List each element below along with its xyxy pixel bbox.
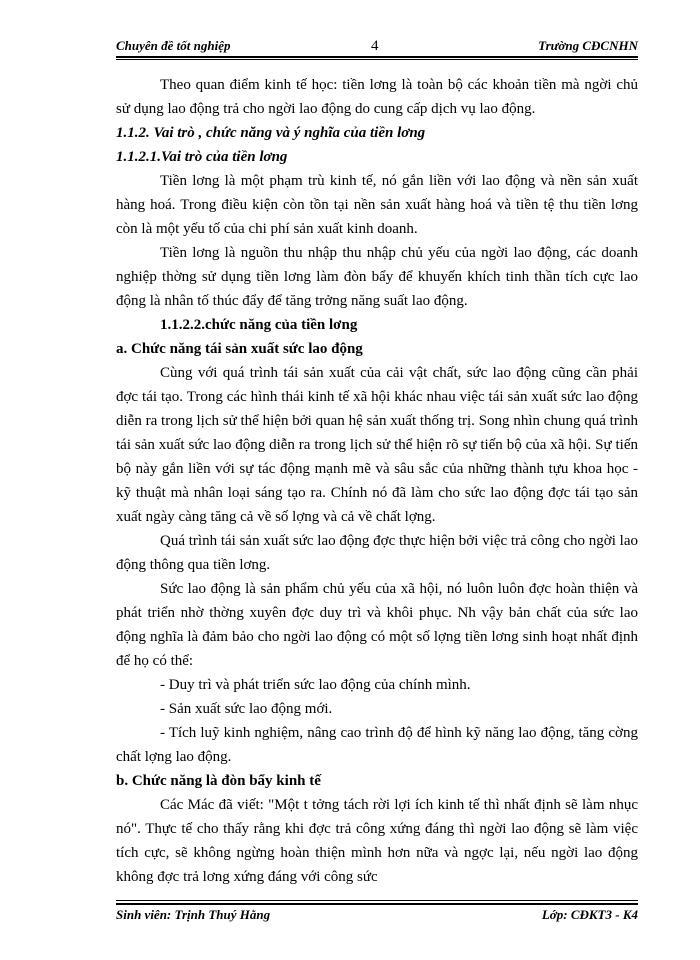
footer-class-name: Lớp: CĐKT3 - K4 xyxy=(541,907,638,922)
list-item: - Duy trì và phát triển sức lao động của chính mình. xyxy=(160,677,471,693)
header-document-title: Chuyên đề tốt nghiệp xyxy=(116,38,231,53)
subsection-heading: 1.1.2.2.chức năng của tiền lơng xyxy=(160,317,358,333)
paragraph: Quá trình tái sản xuất sức lao động đợc thực hiện bởi việc trả công cho ngời lao động thông qua tiền lơng. xyxy=(116,533,638,573)
footer-student-name: Sinh viên: Trịnh Thuý Hằng xyxy=(116,907,271,922)
paragraph: Theo quan điểm kinh tế học: tiền lơng là toàn bộ các khoản tiền mà ngời chủ sử dụng lao động trả cho ngời lao động do cung cấp dịch vụ lao động. xyxy=(116,77,638,117)
document-body xyxy=(116,73,638,889)
paragraph: Tiền lơng là một phạm trù kinh tế, nó gắn liền với lao động và nền sản xuất hàng hoá. Trong điều kiện còn tồn tại nền sản xuất hàng hoá và tiền tệ thu tiền lơng còn là một yếu tố của chi phí sản xuất kinh doanh. xyxy=(116,173,638,237)
header-rule-thin xyxy=(116,59,638,60)
list-item: - Tích luỹ kinh nghiệm, nâng cao trình độ để hình kỹ năng lao động, tăng cờng chất lợng lao động. xyxy=(116,725,638,765)
paragraph: Tiền lơng là nguồn thu nhập thu nhập chủ yếu của ngời lao động, các doanh nghiệp thờng sử dụng tiền lơng làm đòn bẩy để khuyến khích tinh thần tích cực lao động là nhân tố thúc đẩy để tăng trởng năng suất lao động. xyxy=(116,245,638,309)
page-number: 4 xyxy=(371,38,379,54)
section-heading: 1.1.2. Vai trò , chức năng và ý nghĩa của tiền lơng xyxy=(116,125,426,141)
list-item: - Sản xuất sức lao động mới. xyxy=(160,701,333,717)
footer-rule-thick xyxy=(116,903,638,905)
paragraph: Sức lao động là sản phẩm chủ yếu của xã hội, nó luôn luôn đợc hoàn thiện và phát triển nhờ thờng xuyên đợc duy trì và khôi phục. Nh vậy bản chất của sức lao động nghĩa là đảm bảo cho ngời lao động có một số lợng tiền lơng sinh hoạt nhất định để họ có thể: xyxy=(116,581,638,669)
header-school-name: Trường CĐCNHN xyxy=(538,38,638,53)
item-heading: b. Chức năng là đòn bẩy kinh tế xyxy=(116,773,321,789)
paragraph: Các Mác đã viết: "Một t tởng tách rời lợi ích kinh tế thì nhất định sẽ làm nhục nó". Thực tế cho thấy rằng khi đợc trả công xứng đáng thì ngời lao động sẽ làm việc tích cực, sẽ không ngừng hoàn thiện mình hơn nữa và ngợc lại, nếu ngời lao động không đợc trả lơng xứng đáng với công sức xyxy=(116,797,638,885)
header-rule-thick xyxy=(116,56,638,58)
subsection-heading: 1.1.2.1.Vai trò của tiền lơng xyxy=(116,149,288,165)
paragraph: Cùng với quá trình tái sản xuất của cải vật chất, sức lao động cũng cần phải đợc tái tạo. Trong các hình thái kinh tế xã hội khác nhau việc tái sản xuất sức lao động diễn ra trong lịch sử thể hiện bởi quan hệ sản xuất thống trị. Song nhìn chung quá trình tái sản xuất sức lao động diễn ra trong lịch sử thể hiện rõ sự tiến bộ của xã hội. Sự tiến bộ này gắn liền với sự tác động mạnh mẽ và sâu sắc của những thành tựu khoa học - kỹ thuật mà nhân loại sáng tạo ra. Chính nó đã làm cho sức lao động đợc tái tạo sản xuất ngày càng tăng cả về số lợng và cả về chất lợng. xyxy=(116,365,638,525)
page-header xyxy=(116,38,638,56)
footer-rule-thin xyxy=(116,900,638,901)
item-heading: a. Chức năng tái sản xuất sức lao động xyxy=(116,341,363,357)
page-footer xyxy=(116,907,638,925)
